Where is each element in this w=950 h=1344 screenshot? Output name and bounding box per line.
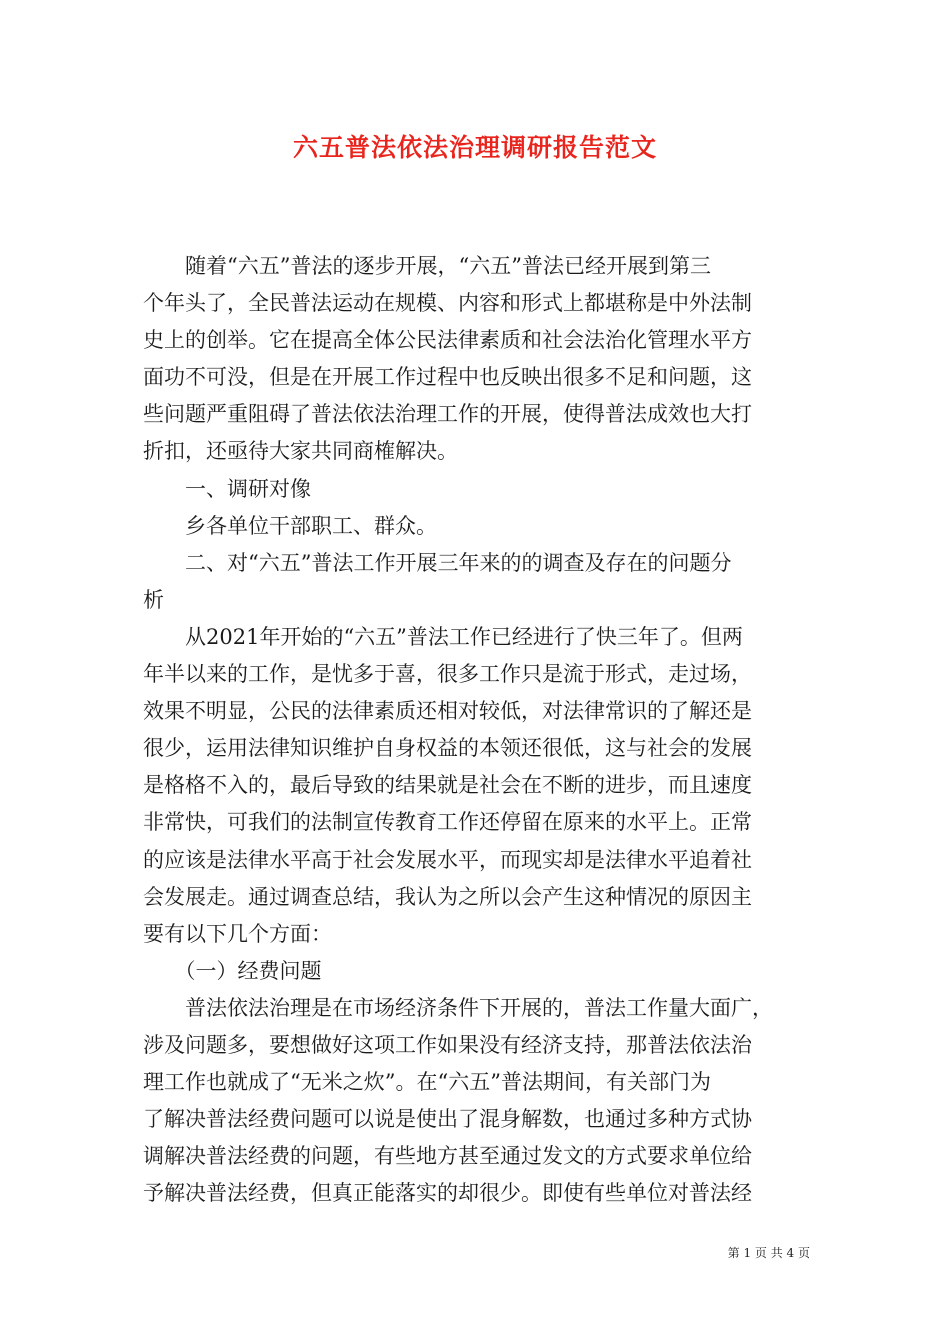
body-line: 史上的创举。它在提高全体公民法律素质和社会法治化管理水平方 xyxy=(143,328,752,353)
section-heading: 二、对“六五”普法工作开展三年来的的调查及存在的问题分 xyxy=(143,550,732,575)
body-line: 会发展走。通过调查总结，我认为之所以会产生这种情况的原因主 xyxy=(143,884,752,909)
document-title: 六五普法依法治理调研报告范文 xyxy=(292,133,657,162)
body-line: 非常快，可我们的法制宣传教育工作还停留在原来的水平上。正常 xyxy=(143,810,752,835)
body-line: 是格格不入的，最后导致的结果就是社会在不断的进步，而且速度 xyxy=(143,773,752,798)
body-line: 予解决普法经费，但真正能落实的却很少。即使有些单位对普法经 xyxy=(143,1181,752,1206)
body-line: 了解决普法经费问题可以说是使出了混身解数，也通过多种方式协 xyxy=(143,1107,752,1132)
body-line: 理工作也就成了“无米之炊”。在“六五”普法期间，有关部门为 xyxy=(143,1070,711,1095)
body-line: 折扣，还亟待大家共同商榷解决。 xyxy=(143,439,458,464)
subsection-heading: （一）经费问题 xyxy=(143,958,322,983)
body-line: 从2021年开始的“六五”普法工作已经进行了快三年了。但两 xyxy=(143,624,743,649)
body-line: 很少，运用法律知识维护自身权益的本领还很低，这与社会的发展 xyxy=(143,736,752,761)
section-heading: 析 xyxy=(143,587,164,612)
body-line: 的应该是法律水平高于社会发展水平，而现实却是法律水平追着社 xyxy=(143,847,752,872)
body-line: 涉及问题多，要想做好这项工作如果没有经济支持，那普法依法治 xyxy=(143,1032,752,1057)
document-body xyxy=(143,248,813,1212)
body-line: 随着“六五”普法的逐步开展，“六五”普法已经开展到第三 xyxy=(143,254,711,278)
body-line: 乡各单位干部职工、群众。 xyxy=(143,513,437,538)
body-line: 要有以下几个方面： xyxy=(143,921,332,946)
body-line: 年半以来的工作，是忧多于喜，很多工作只是流于形式，走过场， xyxy=(143,662,752,687)
body-line: 效果不明显，公民的法律素质还相对较低，对法律常识的了解还是 xyxy=(143,699,752,724)
section-heading: 一、调研对像 xyxy=(143,476,311,501)
body-line: 个年头了，全民普法运动在规模、内容和形式上都堪称是中外法制 xyxy=(143,291,752,316)
body-line: 调解决普法经费的问题，有些地方甚至通过发文的方式要求单位给 xyxy=(143,1144,752,1169)
body-line: 普法依法治理是在市场经济条件下开展的，普法工作量大面广， xyxy=(143,995,773,1020)
body-line: 些问题严重阻碍了普法依法治理工作的开展，使得普法成效也大打 xyxy=(143,402,752,427)
body-line: 面功不可没，但是在开展工作过程中也反映出很多不足和问题，这 xyxy=(143,365,752,390)
page-number: 第 1 页 共 4 页 xyxy=(727,1246,810,1260)
